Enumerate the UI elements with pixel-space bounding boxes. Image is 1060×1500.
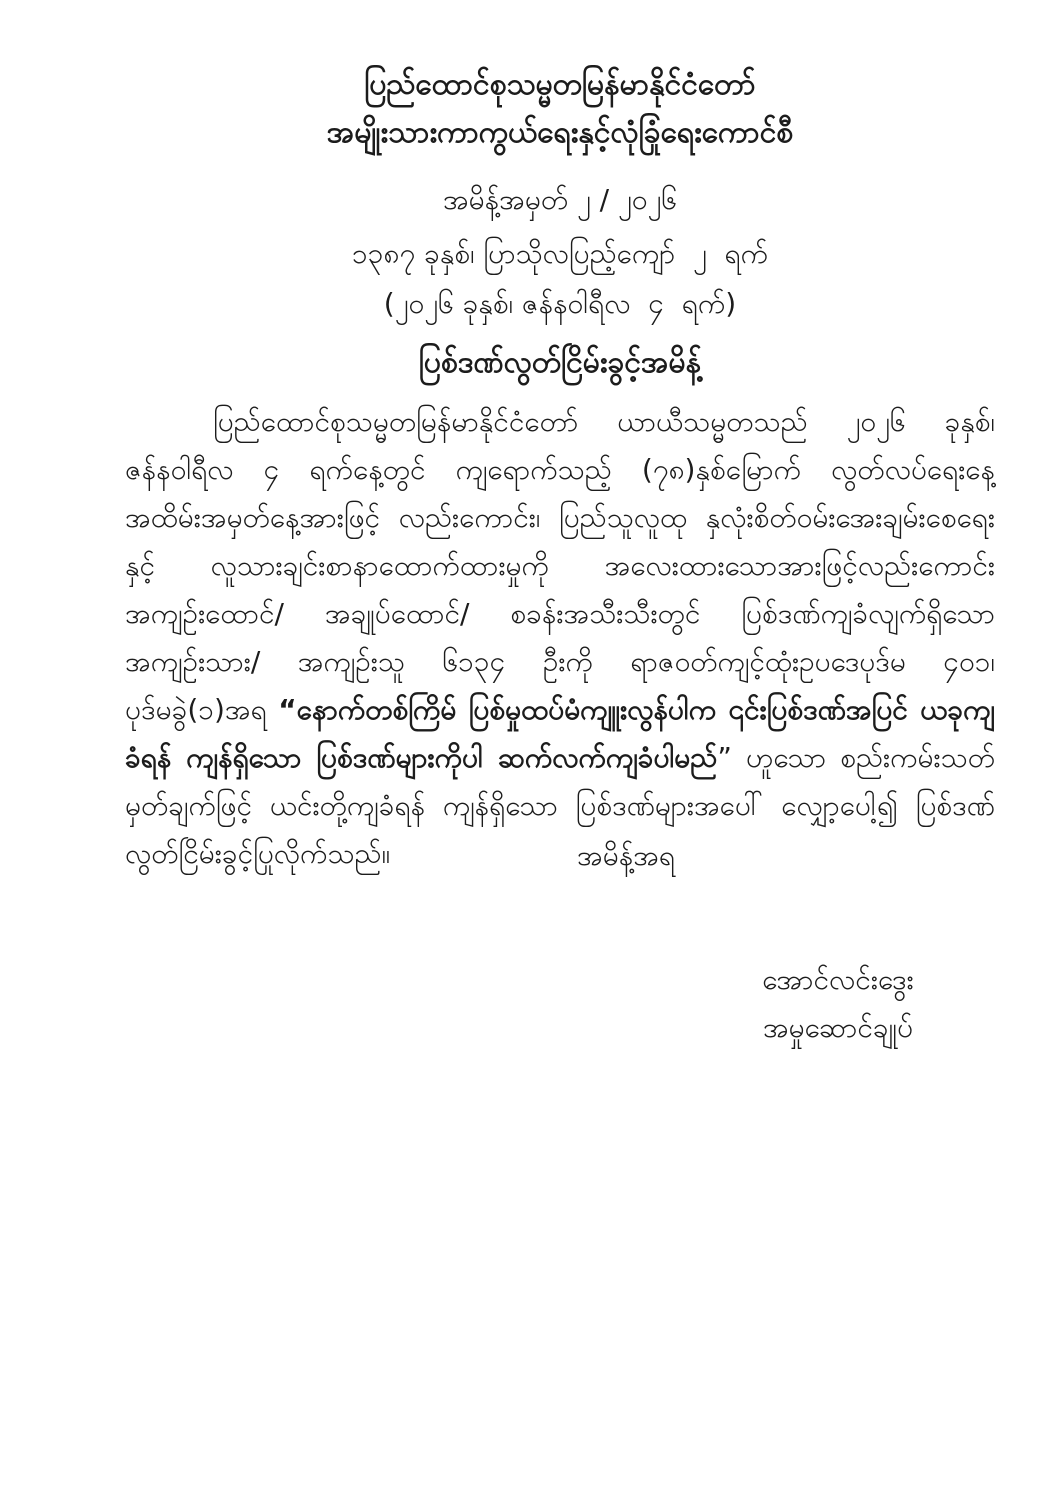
date-gregorian: (၂၀၂၆ ခုနှစ်၊ ဇန်နဝါရီလ ၄ ရက်): [383, 287, 737, 320]
state-name-heading: ပြည်ထောင်စုသမ္မတမြန်မာနိုင်ငံတော်: [364, 67, 756, 102]
order-body-paragraph: [125, 398, 995, 878]
by-order-label: အမိန့်အရ: [577, 839, 675, 872]
body-text-closing: ” ဟူသော စည်းကမ်းသတ်မှတ်ချက်ဖြင့် ယင်းတို့ကျခံရန် ကျန်ရှိသော ပြစ်ဒဏ်များအပေါ် လျှော့ပေါ့၍ ပြစ်ဒဏ်လွတ်ငြိမ်းခွင့်ပြုလိုက်သည်။: [125, 741, 995, 870]
quoted-condition-text: “နောက်တစ်ကြိမ် ပြစ်မှုထပ်မံကျူးလွန်ပါက ၎င်းပြစ်ဒဏ်အပြင် ယခုကျခံရန် ကျန်ရှိသော ပြစ်ဒဏ်များကိုပါ ဆက်လက်ကျခံပါမည်: [125, 693, 995, 774]
council-name-heading: အမျိုးသားကာကွယ်ရေးနှင့်လုံခြုံရေးကောင်စီ: [326, 115, 794, 150]
order-number: အမိန့်အမှတ် ၂ / ၂၀၂၆: [442, 183, 678, 216]
signatory-name: အောင်လင်းဒွေး: [762, 963, 914, 996]
date-myanmar-calendar: ၁၃၈၇ ခုနှစ်၊ ပြာသိုလပြည့်ကျော် ၂ ရက်: [351, 237, 769, 270]
order-title: ပြစ်ဒဏ်လွတ်ငြိမ်းခွင့်အမိန့်: [418, 345, 702, 380]
signature-block: [718, 960, 958, 1048]
body-text-opening: ပြည်ထောင်စုသမ္မတမြန်မာနိုင်ငံတော် ယာယီသမ္မတသည် ၂၀၂၆ ခုနှစ်၊ ဇန်နဝါရီလ ၄ ရက်နေ့တွင် ကျရောက်သည့် (၇၈)နှစ်မြောက် လွတ်လပ်ရေးနေ့ အထိမ်းအမှတ်နေ့အားဖြင့် လည်းကောင်း၊ ပြည်သူလူထု နှလုံးစိတ်ဝမ်းအေးချမ်းစေရေးနှင့် လူသားချင်းစာနာထောက်ထားမှုကို အလေးထားသောအားဖြင့်လည်းကောင်း အကျဉ်းထောင်/ အချုပ်ထောင်/ စခန်းအသီးသီးတွင် ပြစ်ဒဏ်ကျခံလျက်ရှိသော အကျဉ်းသား/ အကျဉ်းသူ ၆၁၃၄ ဦးကို ရာဇဝတ်ကျင့်ထုံးဥပဒေပုဒ်မ ၄၀၁၊ ပုဒ်မခွဲ(၁)အရ: [125, 405, 995, 726]
signatory-title: အမှုဆောင်ချုပ်: [762, 1011, 914, 1044]
